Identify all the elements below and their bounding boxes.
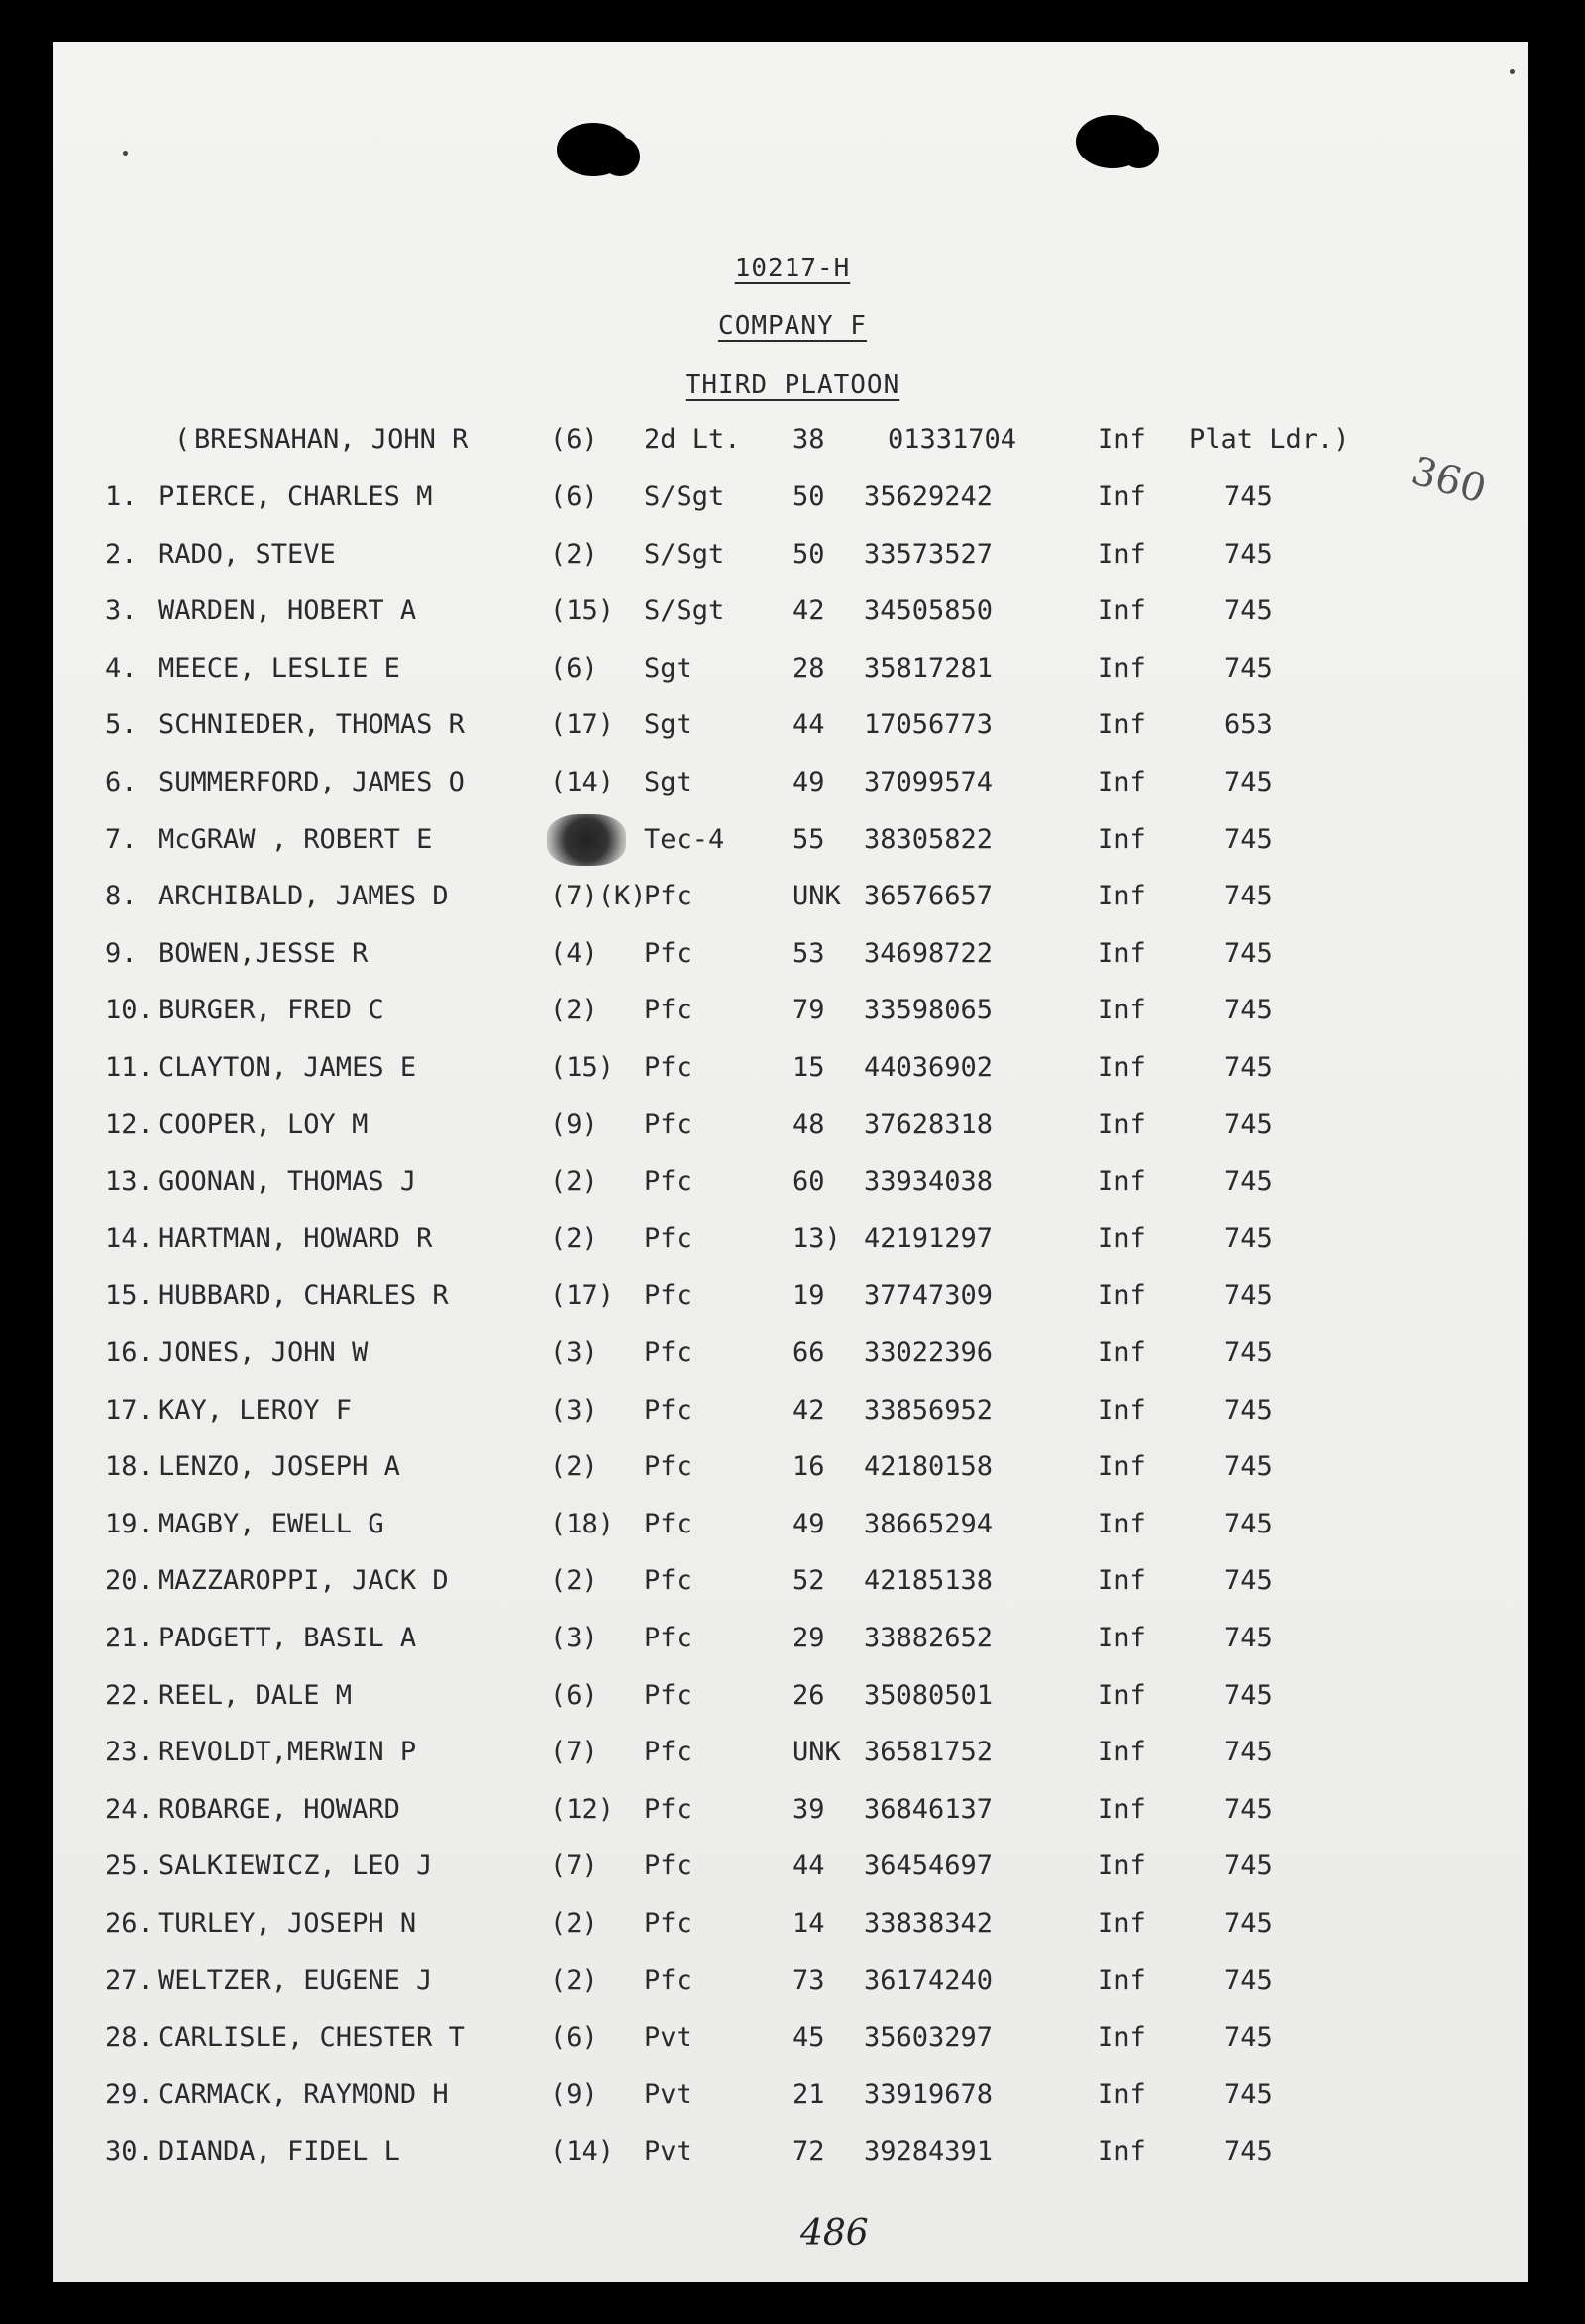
roster-branch: Inf	[1098, 1166, 1146, 1197]
roster-branch: Inf	[1098, 1109, 1146, 1140]
roster-age: 60	[792, 1166, 825, 1197]
roster-mos: 745	[1224, 539, 1273, 570]
roster-age: 44	[792, 1850, 825, 1881]
roster-serial: 33856952	[864, 1395, 994, 1426]
roster-branch: Inf	[1098, 2079, 1146, 2110]
roster-mos: 745	[1224, 1794, 1273, 1825]
roster-name: MAGBY, EWELL G	[158, 1509, 384, 1539]
roster-name: SALKIEWICZ, LEO J	[158, 1850, 433, 1881]
roster-name: REVOLDT,MERWIN P	[158, 1737, 417, 1767]
roster-age: 73	[792, 1965, 825, 1996]
roster-mos: 653	[1224, 709, 1273, 740]
roster-serial: 38305822	[864, 824, 994, 855]
roster-code: (15)	[550, 1052, 615, 1083]
roster-rank: Pfc	[644, 1680, 692, 1711]
roster-name: BOWEN,JESSE R	[158, 938, 369, 969]
roster-rank: Pfc	[644, 1794, 692, 1825]
roster-serial: 17056773	[864, 709, 994, 740]
roster-number: 22.	[105, 1680, 154, 1711]
roster-number: 23.	[105, 1737, 154, 1767]
roster-rank: Pfc	[644, 881, 692, 911]
roster-age: 49	[792, 767, 825, 797]
roster-rank: Pfc	[644, 1109, 692, 1140]
roster-name: CARMACK, RAYMOND H	[158, 2079, 449, 2110]
roster-rank: Pfc	[644, 1623, 692, 1653]
roster-serial: 33022396	[864, 1337, 994, 1368]
roster-serial: 35817281	[864, 653, 994, 684]
roster-age: 15	[792, 1052, 825, 1083]
roster-code: (2)	[550, 1565, 598, 1596]
roster-code: (12)	[550, 1794, 615, 1825]
roster-branch: Inf	[1098, 995, 1146, 1025]
roster-number: 17.	[105, 1395, 154, 1426]
leader-code: (6)	[550, 424, 598, 455]
roster-name: McGRAW , ROBERT E	[158, 824, 433, 855]
roster-mos: 745	[1224, 2136, 1273, 2166]
roster-rank: Sgt	[644, 767, 692, 797]
roster-name: SCHNIEDER, THOMAS R	[158, 709, 465, 740]
roster-age: 48	[792, 1109, 825, 1140]
roster-code: (2)	[550, 539, 598, 570]
roster-branch: Inf	[1098, 1623, 1146, 1653]
roster-name: ROBARGE, HOWARD	[158, 1794, 400, 1825]
roster-mos: 745	[1224, 824, 1273, 855]
roster-number: 12.	[105, 1109, 154, 1140]
roster-name: RADO, STEVE	[158, 539, 336, 570]
roster-branch: Inf	[1098, 1680, 1146, 1711]
roster-mos: 745	[1224, 2022, 1273, 2053]
roster-age: 79	[792, 995, 825, 1025]
roster-rank: S/Sgt	[644, 539, 725, 570]
leader-age: 38	[792, 424, 825, 455]
roster-rank: Pfc	[644, 938, 692, 969]
roster-branch: Inf	[1098, 1395, 1146, 1426]
roster-number: 29.	[105, 2079, 154, 2110]
roster-number: 30.	[105, 2136, 154, 2166]
roster-age: 72	[792, 2136, 825, 2166]
roster-age: 13)	[792, 1223, 841, 1254]
roster-age: 28	[792, 653, 825, 684]
roster-number: 25.	[105, 1850, 154, 1881]
roster-branch: Inf	[1098, 1850, 1146, 1881]
roster-mos: 745	[1224, 1908, 1273, 1939]
leader-rank: 2d Lt.	[644, 424, 741, 455]
roster-serial: 34698722	[864, 938, 994, 969]
roster-rank: Pfc	[644, 1052, 692, 1083]
roster-serial: 36576657	[864, 881, 994, 911]
roster-age: UNK	[792, 881, 841, 911]
roster-serial: 42191297	[864, 1223, 994, 1254]
roster-mos: 745	[1224, 1737, 1273, 1767]
roster-name: BURGER, FRED C	[158, 995, 384, 1025]
roster-serial: 37099574	[864, 767, 994, 797]
roster-code: (18)	[550, 1509, 615, 1539]
roster-code: (6)	[550, 653, 598, 684]
roster-age: 50	[792, 481, 825, 512]
roster-serial: 36174240	[864, 1965, 994, 1996]
roster-mos: 745	[1224, 1565, 1273, 1596]
roster-branch: Inf	[1098, 1565, 1146, 1596]
roster-branch: Inf	[1098, 938, 1146, 969]
roster-age: 14	[792, 1908, 825, 1939]
ink-smudge	[547, 814, 626, 866]
roster-name: MEECE, LESLIE E	[158, 653, 400, 684]
roster-code: (2)	[550, 1451, 598, 1482]
roster-code: (2)	[550, 995, 598, 1025]
roster-code: (15)	[550, 595, 615, 626]
roster-serial: 35080501	[864, 1680, 994, 1711]
roster-name: MAZZAROPPI, JACK D	[158, 1565, 449, 1596]
roster-number: 14.	[105, 1223, 154, 1254]
roster-branch: Inf	[1098, 1908, 1146, 1939]
roster-rank: Pvt	[644, 2079, 692, 2110]
roster-serial: 36581752	[864, 1737, 994, 1767]
roster-name: COOPER, LOY M	[158, 1109, 369, 1140]
roster-rank: Pfc	[644, 1509, 692, 1539]
roster-rank: Sgt	[644, 653, 692, 684]
roster-code: (4)	[550, 938, 598, 969]
roster-serial: 33934038	[864, 1166, 994, 1197]
roster-age: 39	[792, 1794, 825, 1825]
roster-age: 45	[792, 2022, 825, 2053]
roster-name: GOONAN, THOMAS J	[158, 1166, 417, 1197]
platoon-title: THIRD PLATOON	[685, 370, 900, 400]
roster-mos: 745	[1224, 1623, 1273, 1653]
roster-branch: Inf	[1098, 595, 1146, 626]
roster-name: SUMMERFORD, JAMES O	[158, 767, 465, 797]
roster-number: 27.	[105, 1965, 154, 1996]
roster-branch: Inf	[1098, 1965, 1146, 1996]
roster-rank: Pfc	[644, 1280, 692, 1311]
roster-name: PADGETT, BASIL A	[158, 1623, 417, 1653]
roster-mos: 745	[1224, 767, 1273, 797]
roster-number: 21.	[105, 1623, 154, 1653]
roster-code: (3)	[550, 1395, 598, 1426]
punch-hole	[557, 123, 630, 176]
roster-name: HARTMAN, HOWARD R	[158, 1223, 433, 1254]
roster-branch: Inf	[1098, 2136, 1146, 2166]
leader-open-paren: (	[174, 424, 191, 455]
roster-mos: 745	[1224, 1337, 1273, 1368]
roster-number: 28.	[105, 2022, 154, 2053]
roster-number: 10.	[105, 995, 154, 1025]
roster-rank: Pfc	[644, 1737, 692, 1767]
roster-name: LENZO, JOSEPH A	[158, 1451, 400, 1482]
file-number: 10217-H	[734, 254, 851, 283]
roster-number: 20.	[105, 1565, 154, 1596]
roster-mos: 745	[1224, 1451, 1273, 1482]
roster-rank: Pfc	[644, 1565, 692, 1596]
roster-branch: Inf	[1098, 1337, 1146, 1368]
roster-code: (2)	[550, 1965, 598, 1996]
roster-mos: 745	[1224, 595, 1273, 626]
roster-code: (6)	[550, 1680, 598, 1711]
roster-rank: Pvt	[644, 2022, 692, 2053]
roster-mos: 745	[1224, 1680, 1273, 1711]
roster-age: 42	[792, 1395, 825, 1426]
roster-serial: 33838342	[864, 1908, 994, 1939]
roster-rank: Pfc	[644, 995, 692, 1025]
roster-rank: Pfc	[644, 1223, 692, 1254]
roster-serial: 33882652	[864, 1623, 994, 1653]
roster-code: (17)	[550, 709, 615, 740]
roster-branch: Inf	[1098, 1052, 1146, 1083]
roster-mos: 745	[1224, 995, 1273, 1025]
ink-speck	[123, 151, 128, 156]
roster-mos: 745	[1224, 1965, 1273, 1996]
roster-number: 1.	[105, 481, 138, 512]
roster-name: KAY, LEROY F	[158, 1395, 353, 1426]
roster-code: (7)(K)	[550, 881, 647, 911]
roster-branch: Inf	[1098, 1509, 1146, 1539]
roster-rank: Pfc	[644, 1337, 692, 1368]
roster-number: 9.	[105, 938, 138, 969]
roster-number: 15.	[105, 1280, 154, 1311]
roster-serial: 36846137	[864, 1794, 994, 1825]
roster-serial: 33598065	[864, 995, 994, 1025]
roster-name: DIANDA, FIDEL L	[158, 2136, 400, 2166]
roster-code: (9)	[550, 1109, 598, 1140]
roster-number: 6.	[105, 767, 138, 797]
roster-rank: Sgt	[644, 709, 692, 740]
roster-mos: 745	[1224, 653, 1273, 684]
roster-code: (9)	[550, 2079, 598, 2110]
handwritten-page-number: 486	[800, 2213, 869, 2254]
roster-serial: 38665294	[864, 1509, 994, 1539]
roster-mos: 745	[1224, 881, 1273, 911]
roster-mos: 745	[1224, 1052, 1273, 1083]
roster-name: HUBBARD, CHARLES R	[158, 1280, 449, 1311]
roster-name: TURLEY, JOSEPH N	[158, 1908, 417, 1939]
roster-serial: 36454697	[864, 1850, 994, 1881]
roster-mos: 745	[1224, 938, 1273, 969]
roster-code: (6)	[550, 2022, 598, 2053]
roster-age: UNK	[792, 1737, 841, 1767]
roster-age: 42	[792, 595, 825, 626]
roster-mos: 745	[1224, 1850, 1273, 1881]
roster-age: 29	[792, 1623, 825, 1653]
roster-age: 19	[792, 1280, 825, 1311]
roster-number: 18.	[105, 1451, 154, 1482]
roster-name: ARCHIBALD, JAMES D	[158, 881, 449, 911]
roster-mos: 745	[1224, 1280, 1273, 1311]
leader-position: Plat Ldr.)	[1189, 424, 1350, 455]
roster-rank: Pfc	[644, 1965, 692, 1996]
roster-serial: 35629242	[864, 481, 994, 512]
roster-serial: 34505850	[864, 595, 994, 626]
roster-code: (14)	[550, 2136, 615, 2166]
roster-serial: 42185138	[864, 1565, 994, 1596]
roster-age: 21	[792, 2079, 825, 2110]
roster-number: 26.	[105, 1908, 154, 1939]
roster-number: 16.	[105, 1337, 154, 1368]
roster-serial: 39284391	[864, 2136, 994, 2166]
roster-number: 5.	[105, 709, 138, 740]
roster-number: 3.	[105, 595, 138, 626]
roster-rank: Pfc	[644, 1850, 692, 1881]
roster-code: (14)	[550, 767, 615, 797]
roster-number: 13.	[105, 1166, 154, 1197]
roster-code: (2)	[550, 1908, 598, 1939]
roster-name: PIERCE, CHARLES M	[158, 481, 433, 512]
company-title: COMPANY F	[718, 311, 867, 341]
roster-branch: Inf	[1098, 2022, 1146, 2053]
roster-number: 7.	[105, 824, 138, 855]
roster-code: (2)	[550, 1166, 598, 1197]
roster-age: 16	[792, 1451, 825, 1482]
roster-mos: 745	[1224, 1223, 1273, 1254]
roster-mos: 745	[1224, 1395, 1273, 1426]
roster-branch: Inf	[1098, 1737, 1146, 1767]
roster-rank: Pfc	[644, 1908, 692, 1939]
roster-mos: 745	[1224, 1166, 1273, 1197]
roster-age: 50	[792, 539, 825, 570]
roster-name: CLAYTON, JAMES E	[158, 1052, 417, 1083]
roster-age: 55	[792, 824, 825, 855]
roster-branch: Inf	[1098, 767, 1146, 797]
roster-branch: Inf	[1098, 1794, 1146, 1825]
roster-rank: S/Sgt	[644, 595, 725, 626]
roster-name: WELTZER, EUGENE J	[158, 1965, 433, 1996]
roster-age: 66	[792, 1337, 825, 1368]
roster-rank: Pfc	[644, 1395, 692, 1426]
roster-serial: 35603297	[864, 2022, 994, 2053]
roster-number: 24.	[105, 1794, 154, 1825]
roster-branch: Inf	[1098, 1451, 1146, 1482]
roster-code: (6)	[550, 481, 598, 512]
roster-rank: S/Sgt	[644, 481, 725, 512]
roster-number: 8.	[105, 881, 138, 911]
roster-branch: Inf	[1098, 881, 1146, 911]
roster-mos: 745	[1224, 1109, 1273, 1140]
leader-branch: Inf	[1098, 424, 1146, 455]
roster-branch: Inf	[1098, 824, 1146, 855]
roster-branch: Inf	[1098, 1280, 1146, 1311]
roster-number: 4.	[105, 653, 138, 684]
roster-code: (3)	[550, 1623, 598, 1653]
roster-serial: 37747309	[864, 1280, 994, 1311]
roster-serial: 37628318	[864, 1109, 994, 1140]
roster-branch: Inf	[1098, 653, 1146, 684]
roster-code: (7)	[550, 1850, 598, 1881]
roster-age: 49	[792, 1509, 825, 1539]
roster-name: WARDEN, HOBERT A	[158, 595, 417, 626]
roster-code: (7)	[550, 1737, 598, 1767]
roster-rank: Pfc	[644, 1451, 692, 1482]
roster-name: CARLISLE, CHESTER T	[158, 2022, 465, 2053]
leader-serial: 01331704	[888, 424, 1017, 455]
roster-number: 11.	[105, 1052, 154, 1083]
roster-serial: 44036902	[864, 1052, 994, 1083]
roster-rank: Pvt	[644, 2136, 692, 2166]
roster-rank: Tec-4	[644, 824, 725, 855]
roster-branch: Inf	[1098, 539, 1146, 570]
roster-age: 52	[792, 1565, 825, 1596]
handwritten-margin-number: 360	[1406, 448, 1492, 513]
punch-hole	[1076, 115, 1149, 168]
ink-speck	[1510, 69, 1515, 74]
roster-serial: 33919678	[864, 2079, 994, 2110]
roster-number: 19.	[105, 1509, 154, 1539]
roster-number: 2.	[105, 539, 138, 570]
roster-mos: 745	[1224, 1509, 1273, 1539]
roster-age: 44	[792, 709, 825, 740]
roster-age: 53	[792, 938, 825, 969]
roster-branch: Inf	[1098, 481, 1146, 512]
roster-code: (17)	[550, 1280, 615, 1311]
roster-mos: 745	[1224, 481, 1273, 512]
roster-mos: 745	[1224, 2079, 1273, 2110]
roster-branch: Inf	[1098, 1223, 1146, 1254]
roster-serial: 42180158	[864, 1451, 994, 1482]
roster-name: JONES, JOHN W	[158, 1337, 369, 1368]
roster-rank: Pfc	[644, 1166, 692, 1197]
roster-name: REEL, DALE M	[158, 1680, 353, 1711]
roster-code: (2)	[550, 1223, 598, 1254]
roster-code: (3)	[550, 1337, 598, 1368]
roster-branch: Inf	[1098, 709, 1146, 740]
roster-serial: 33573527	[864, 539, 994, 570]
roster-age: 26	[792, 1680, 825, 1711]
leader-name: BRESNAHAN, JOHN R	[194, 424, 469, 455]
